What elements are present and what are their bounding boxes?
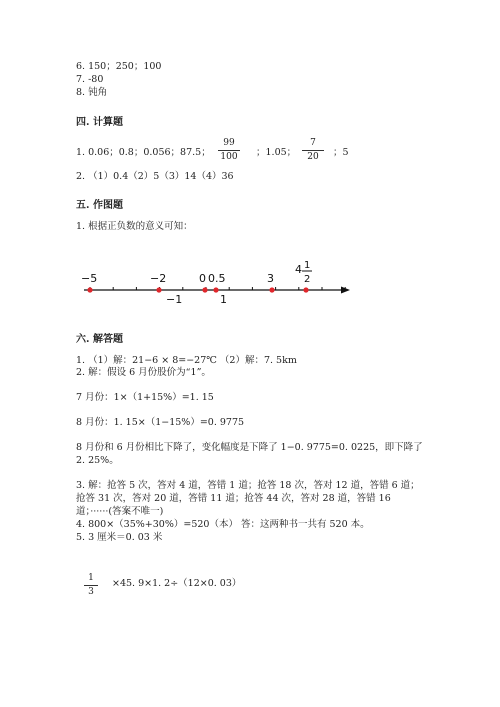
label-3: 3	[267, 272, 274, 285]
solution-2: 2. 解：假设 6 月份股价为“1”。	[76, 367, 211, 378]
label-0: 0	[199, 272, 206, 285]
answer-7: 7. -80	[76, 74, 104, 85]
solution-2-july: 7 月份：1×（1+15%）=1. 15	[76, 392, 214, 403]
solution-4: 4. 800×（35%+30%）=520（本） 答：这两种书一共有 520 本。	[76, 519, 370, 530]
drawing-q1: 1. 根据正负数的意义可知：	[76, 221, 193, 232]
solution-2-compare: 8 月份和 6 月份相比下降了，变化幅度是下降了 1−0. 9775=0. 0225，即下降了	[76, 442, 423, 453]
point-3	[269, 287, 274, 292]
fraction-99-100: 99 100	[218, 138, 240, 163]
label-minus-5: −5	[81, 272, 98, 285]
section-4-title: 四. 计算题	[76, 117, 123, 128]
point-0-5	[213, 287, 218, 292]
calc-q1-prefix: 1. 0.06；0.8；0.056；87.5；	[76, 147, 211, 158]
calc-q1-end: ；5	[333, 147, 349, 158]
point-4-half	[303, 287, 308, 292]
section-6-title: 六. 解答题	[76, 334, 123, 345]
calc-q2: 2. （1）0.4（2）5（3）14（4）36	[76, 171, 234, 182]
solution-2-august: 8 月份：1. 15×（1−15%）=0. 9775	[76, 417, 245, 428]
solution-1: 1. （1）解：21−6 × 8=−27℃ （2）解：7. 5km	[76, 355, 297, 366]
number-line-diagram	[0, 253, 500, 313]
solution-3-line1: 3. 解：抢答 5 次，答对 4 道，答错 1 道；抢答 18 次，答对 12 道，答错 6 道；	[76, 480, 420, 491]
solution-5: 5. 3 厘米＝0. 03 米	[76, 532, 163, 543]
svg-text:4: 4	[295, 263, 302, 276]
label-4-and-half	[295, 260, 312, 285]
point-minus-5	[87, 287, 92, 292]
final-expression: ×45. 9×1. 2÷（12×0. 03）	[112, 578, 242, 589]
calc-q1-mid: ；1.05；	[256, 147, 297, 158]
section-5-title: 五. 作图题	[76, 200, 123, 211]
solution-2-compare-cont: 2. 25%。	[76, 455, 119, 466]
solution-3-line2: 抢答 31 次，答对 20 道，答错 11 道；抢答 44 次，答对 28 道，答错 16	[76, 493, 391, 504]
label-minus-1: −1	[166, 293, 183, 306]
answer-8: 8. 钝角	[76, 87, 108, 98]
fraction-1-3: 1 3	[84, 573, 98, 598]
point-minus-2	[156, 287, 161, 292]
label-minus-2: −2	[150, 272, 167, 285]
solution-3-line3: 道；······(答案不唯一)	[76, 506, 164, 517]
fraction-7-20: 7 20	[302, 138, 324, 163]
label-0-5: 0.5	[208, 272, 226, 285]
svg-text:2: 2	[304, 274, 311, 285]
point-0	[202, 287, 207, 292]
label-1: 1	[220, 293, 227, 306]
svg-text:1: 1	[304, 260, 311, 271]
answer-6: 6. 150；250；100	[76, 61, 162, 72]
